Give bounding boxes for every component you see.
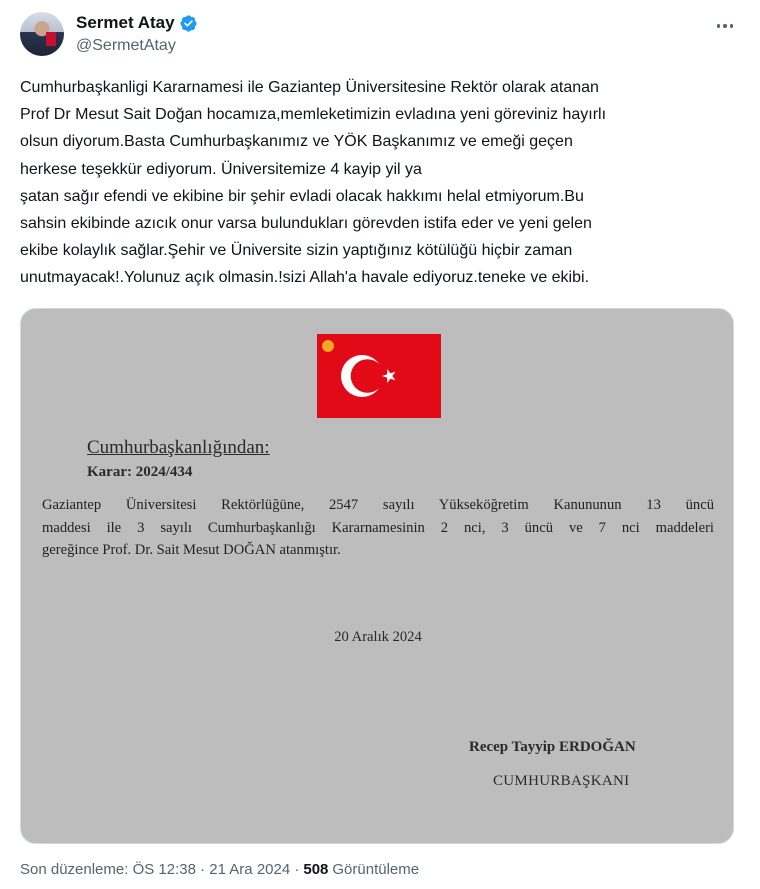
document-heading: Cumhurbaşkanlığından: [87,437,270,458]
tweet-text-line: unutmayacak!.Yolunuz açık olmasin.!sizi Allah'a havale ediyoruz.teneke ve ekibi. [20,269,590,287]
views-count: 508 [303,861,329,878]
more-options-icon[interactable] [710,14,740,38]
document-signer: Recep Tayyip ERDOĞAN [469,739,636,755]
document-body-line: gereğince Prof. Dr. Sait Mesut DOĞAN atanmıştır. [42,542,341,558]
views-label: Görüntüleme [332,861,420,878]
avatar-detail [46,32,56,46]
avatar[interactable] [20,12,64,56]
tweet-text-line: şatan sağır efendi ve ekibine bir şehir evladi olacak hakkımı helal etmiyorum.Bu [20,187,584,205]
edited-timestamp[interactable]: Son düzenleme: ÖS 12:38 · 21 Ara 2024 · [20,861,300,878]
author-handle[interactable]: @SermetAtay [76,37,176,54]
author-name-line[interactable] [76,13,198,33]
decree-document [21,309,733,843]
crescent-star-icon [317,334,441,418]
document-body-line: maddesi ile 3 sayılı Cumhurbaşkanlığı Kararnamesinin 2 nci, 3 üncü ve 7 nci maddeleri [42,519,714,536]
document-body [42,494,714,562]
tweet-meta [20,861,419,878]
decision-number: Karar: 2024/434 [87,464,193,480]
tweet-text-line: ekibe kolaylık sağlar.Şehir ve Üniversite sizin yaptığınız kötülüğü hiçbir zaman [20,242,573,260]
tweet-text-line: herkese teşekkür ediyorum. Üniversitemize 4 kayip yil ya [20,160,422,178]
tweet-text-line: Cumhurbaşkanligi Kararnamesi ile Gaziantep Üniversitesine Rektör olarak atanan [20,79,599,96]
turkish-flag-icon [317,334,441,418]
verified-badge-icon[interactable] [179,14,198,33]
tweet-text-line: sahsin ekibinde azıcık onur varsa bulundukları görevden istifa eder ve yeni gelen [20,215,592,233]
document-body-line: Gaziantep Üniversitesi Rektörlüğüne, 2547 sayılı Yükseköğretim Kanununun 13 üncü [42,497,714,513]
author-display-name[interactable]: Sermet Atay [76,13,175,32]
tweet-text [20,74,745,292]
tweet-header [20,12,740,62]
tweet-media-image[interactable] [20,308,734,844]
tweet-text-line: Prof Dr Mesut Sait Doğan hocamıza,memleketimizin evladına yeni göreviniz hayırlı [20,106,607,124]
tweet-text-line: olsun diyorum.Basta Cumhurbaşkanımız ve YÖK Başkanımız ve emeği geçen [20,133,573,151]
document-signer-title: CUMHURBAŞKANI [493,773,630,789]
document-date: 20 Aralık 2024 [334,629,422,645]
